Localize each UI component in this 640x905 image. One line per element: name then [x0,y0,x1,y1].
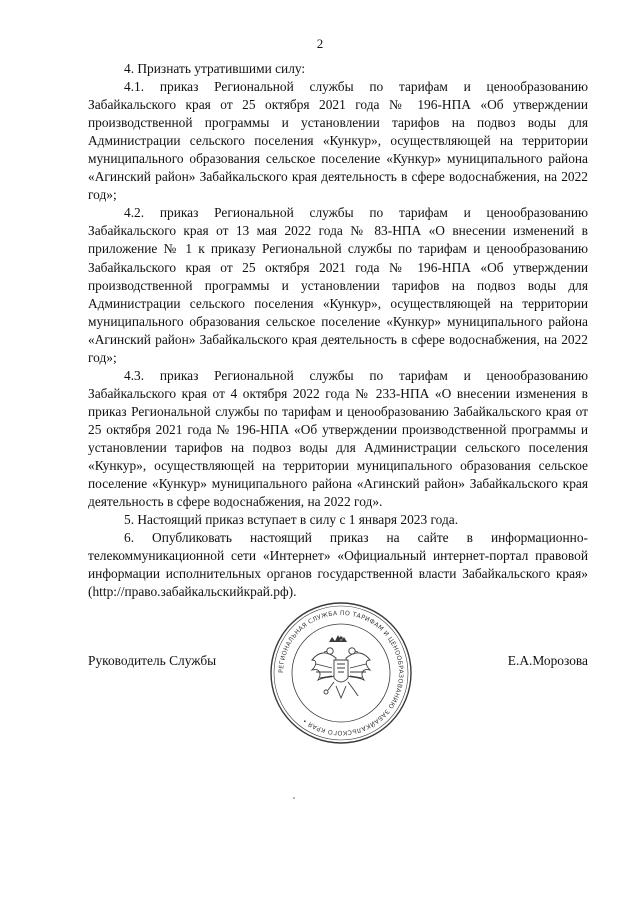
scan-artifact [293,797,295,799]
coat-of-arms-icon [312,635,370,698]
paragraph-item-4-1: 4.1. приказ Региональной службы по тарифам и ценообразованию Забайкальского края от 25 октября 2021 года № 196-НПА «Об утверждении производственной программы и установлении тарифов на подвоз воды для Администрации сельского поселения «Кункур», осуществляющей на территории муниципального образования сельское поселение «Кункур» муниципального района «Агинский район» Забайкальского края деятельность в сфере водоснабжения, на 2022 год»; [88,79,588,203]
seal-ring-text: РЕГИОНАЛЬНАЯ СЛУЖБА ПО ТАРИФАМ И ЦЕНООБРАЗОВАНИЮ ЗАБАЙКАЛЬСКОГО КРАЯ • [277,609,405,737]
document-body [88,60,588,601]
paragraph-item-4: 4. Признать утратившими силу: [124,61,306,76]
seal-graphic [266,598,416,748]
page-number: 2 [316,36,324,51]
paragraph-item-5: 5. Настоящий приказ вступает в силу с 1 января 2023 года. [124,512,459,528]
signer-title: Руководитель Службы [88,653,217,668]
signer-name: Е.А.Морозова [507,653,588,668]
paragraph-item-4-2: 4.2. приказ Региональной службы по тарифам и ценообразованию Забайкальского края от 13 мая 2022 года № 83-НПА «О внесении изменений в приложение № 1 к приказу Региональной службы по тарифам и ценообразованию Забайкальского края от 25 октября 2021 года № 196-НПА «Об утверждении производственной программы и установлении тарифов на подвоз воды для Администрации сельского поселения «Кункур», осуществляющей на территории муниципального образования сельское поселение «Кункур» муниципального района «Агинский район» Забайкальского края деятельность в сфере водоснабжения, на 2022 год»; [88,205,588,365]
official-seal [266,598,416,748]
paragraph-item-4-3: 4.3. приказ Региональной службы по тарифам и ценообразованию Забайкальского края от 4 октября 2022 года № 233-НПА «О внесении изменения в приказ Региональной службы по тарифам и ценообразованию Забайкальского края от 25 октября 2021 года № 196-НПА «Об утверждении производственной программы и установлении тарифов на подвоз воды для Администрации сельского поселения «Кункур», осуществляющей на территории муниципального образования сельское поселение «Кункур» муниципального района «Агинский район» Забайкальского края деятельность в сфере водоснабжения, на 2022 год». [88,367,588,510]
paragraph-item-6: 6. Опубликовать настоящий приказ на сайте в информационно-телекоммуникационной сети «Интернет» «Официальный интернет-портал правовой информации исполнительных органов государственной власти Забайкальского края» (http://право.забайкальскийкрай.рф). [88,530,588,600]
